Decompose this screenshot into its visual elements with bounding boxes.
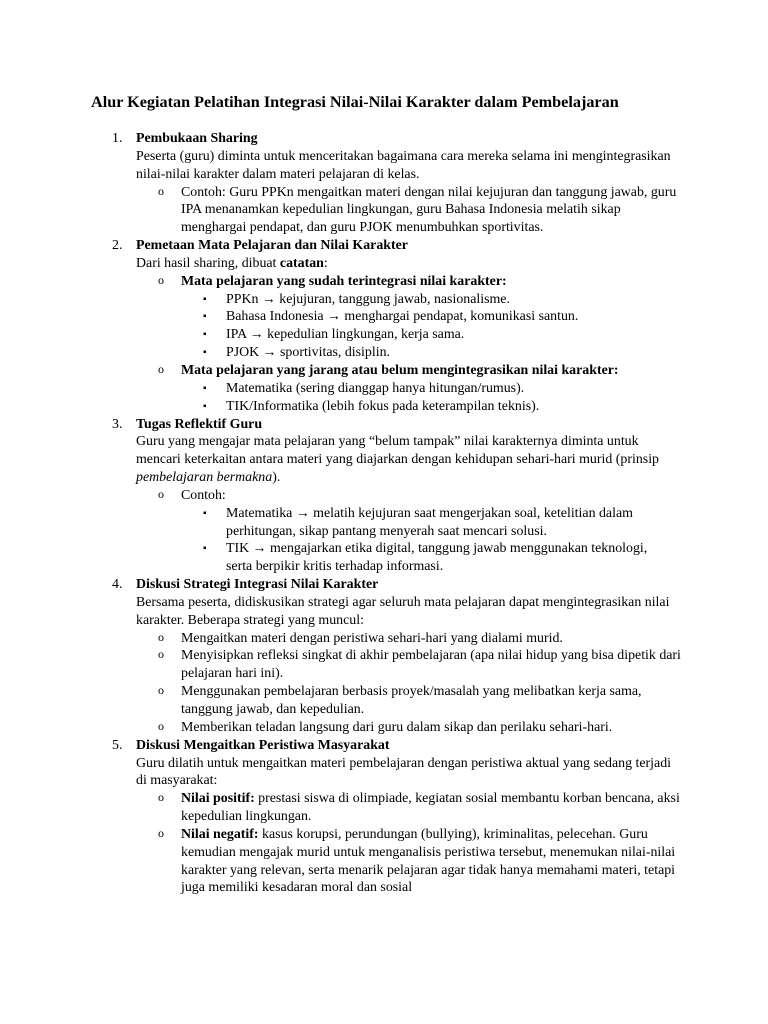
section-4	[0, 576, 768, 630]
section-heading: Diskusi Strategi Integrasi Nilai Karakter	[136, 577, 379, 593]
sub-list-item	[0, 344, 676, 362]
sub-list-item-text: PJOK → sportivitas, disiplin.	[226, 345, 391, 361]
list-item-label: Nilai positif:	[181, 791, 255, 807]
paragraph-text: :	[323, 255, 328, 271]
sub-list-item-text: TIK → mengajarkan etika digital, tanggung jawab menggunakan teknologi, serta berpikir kritis terhadap informasi.	[226, 541, 648, 575]
list-item	[0, 719, 681, 737]
section-heading: Pemetaan Mata Pelajaran dan Nilai Karakter	[136, 238, 408, 254]
sub-list-item	[0, 326, 676, 344]
square-bullet-icon: ▪	[203, 311, 207, 323]
circle-bullet-icon: o	[158, 718, 164, 733]
section-number: 4.	[112, 577, 123, 593]
circle-bullet-icon: o	[158, 825, 164, 840]
list-item-text: prestasi siswa di olimpiade, kegiatan sosial membantu korban bencana, aksi kepedulian lingkungan.	[181, 791, 680, 825]
paragraph-text: Guru yang mengajar mata pelajaran yang “belum tampak” nilai karakternya diminta untuk mencari keterkaitan antara materi yang diajarkan dengan kehidupan sehari-hari murid (prinsip	[136, 434, 659, 468]
section-1	[0, 130, 768, 184]
sub-list-item	[0, 380, 676, 398]
section-paragraph	[136, 255, 676, 273]
list-item	[0, 790, 681, 826]
section-3	[0, 416, 768, 487]
square-bullet-icon: ▪	[203, 400, 207, 412]
sub-list-item	[0, 398, 676, 416]
section-paragraph: Peserta (guru) diminta untuk menceritakan bagaimana cara mereka selama ini mengintegrasikan nilai-nilai karakter dalam materi pelajaran di kelas.	[136, 148, 671, 182]
list-item-heading: Mata pelajaran yang sudah terintegrasi nilai karakter:	[181, 273, 507, 289]
list-item	[0, 273, 681, 291]
sub-list-item-text: PPKn → kejujuran, tanggung jawab, nasionalisme.	[226, 291, 510, 307]
sub-list-item-text: TIK/Informatika (lebih fokus pada keterampilan teknis).	[226, 398, 540, 414]
paragraph-italic-text: pembelajaran bermakna	[136, 470, 273, 486]
list-item-label: Nilai negatif:	[181, 826, 259, 842]
section-paragraph	[136, 433, 676, 487]
section-number: 3.	[112, 416, 123, 432]
list-item	[0, 362, 681, 380]
section-number: 5.	[112, 737, 123, 753]
circle-bullet-icon: o	[158, 272, 164, 287]
sub-list-item-text: Matematika (sering dianggap hanya hitungan/rumus).	[226, 380, 525, 396]
list-item	[0, 826, 681, 897]
section-number: 1.	[112, 131, 123, 146]
paragraph-text: Dari hasil sharing, dibuat	[136, 255, 280, 271]
list-item-text: Menyisipkan refleksi singkat di akhir pembelajaran (apa nilai hidup yang bisa dipetik dari pelajaran hari ini).	[181, 648, 681, 682]
section-2	[0, 237, 768, 273]
list-item	[0, 647, 681, 683]
sub-list-item-text: Bahasa Indonesia → menghargai pendapat, komunikasi santun.	[226, 309, 579, 325]
circle-bullet-icon: o	[158, 486, 164, 501]
square-bullet-icon: ▪	[203, 543, 207, 555]
list-item	[0, 184, 681, 238]
section-heading: Tugas Reflektif Guru	[136, 416, 263, 432]
section-heading: Pembukaan Sharing	[136, 131, 258, 146]
circle-bullet-icon: o	[158, 683, 164, 698]
circle-bullet-icon: o	[158, 647, 164, 662]
section-number: 2.	[112, 238, 123, 254]
sub-list-item-text: Matematika → melatih kejujuran saat mengerjakan soal, ketelitian dalam perhitungan, sikap pantang menyerah saat mencari solusi.	[226, 505, 633, 539]
circle-bullet-icon: o	[158, 790, 164, 805]
list-item-text: Contoh: Guru PPKn mengaitkan materi dengan nilai kejujuran dan tanggung jawab, guru IPA menanamkan kepedulian lingkungan, guru Bahasa Indonesia melatih sikap menghargai pendapat, dan guru PJOK menumbuhkan sportivitas.	[181, 184, 677, 236]
list-item	[0, 630, 681, 648]
square-bullet-icon: ▪	[203, 329, 207, 341]
list-item-text: Contoh:	[181, 487, 226, 503]
square-bullet-icon: ▪	[203, 507, 207, 519]
square-bullet-icon: ▪	[203, 382, 207, 394]
list-item	[0, 487, 681, 505]
list-item	[0, 683, 681, 719]
circle-bullet-icon: o	[158, 183, 164, 198]
list-item-heading: Mata pelajaran yang jarang atau belum mengintegrasikan nilai karakter:	[181, 362, 619, 378]
paragraph-bold-text: catatan	[279, 255, 324, 271]
list-item-text: Mengaitkan materi dengan peristiwa sehari-hari yang dialami murid.	[181, 630, 563, 646]
sub-list-item	[0, 308, 676, 326]
list-item-text: Menggunakan pembelajaran berbasis proyek/masalah yang melibatkan kerja sama, tanggung jawab, dan kepedulian.	[181, 684, 642, 717]
sub-list-item	[0, 540, 676, 576]
circle-bullet-icon: o	[158, 629, 164, 644]
sub-list-item-text: IPA → kepedulian lingkungan, kerja sama.	[226, 327, 465, 343]
section-paragraph: Guru dilatih untuk mengaitkan materi pembelajaran dengan peristiwa aktual yang sedang terjadi di masyarakat:	[136, 755, 671, 789]
document-body	[0, 130, 768, 897]
sub-list-item	[0, 291, 676, 309]
circle-bullet-icon: o	[158, 361, 164, 376]
sub-list-item	[0, 505, 676, 541]
paragraph-text: ).	[272, 470, 281, 486]
section-heading: Diskusi Mengaitkan Peristiwa Masyarakat	[136, 737, 390, 753]
section-paragraph: Bersama peserta, didiskusikan strategi agar seluruh mata pelajaran dapat mengintegrasikan nilai karakter. Beberapa strategi yang muncul:	[136, 594, 670, 628]
list-item-text: Memberikan teladan langsung dari guru dalam sikap dan perilaku sehari-hari.	[181, 719, 613, 735]
page-title: Alur Kegiatan Pelatihan Integrasi Nilai-Nilai Karakter dalam Pembelajaran	[91, 93, 619, 111]
section-5	[0, 737, 768, 791]
list-item-text: kasus korupsi, perundungan (bullying), kriminalitas, pelecehan. Guru kemudian mengajak murid untuk menganalisis peristiwa tersebut, menemukan nilai-nilai karakter yang relevan, serta menarik pelajaran agar tidak hanya memahami materi, tetapi juga memiliki kesadaran moral dan sosial	[181, 826, 676, 896]
square-bullet-icon: ▪	[203, 347, 207, 359]
square-bullet-icon: ▪	[203, 293, 207, 305]
